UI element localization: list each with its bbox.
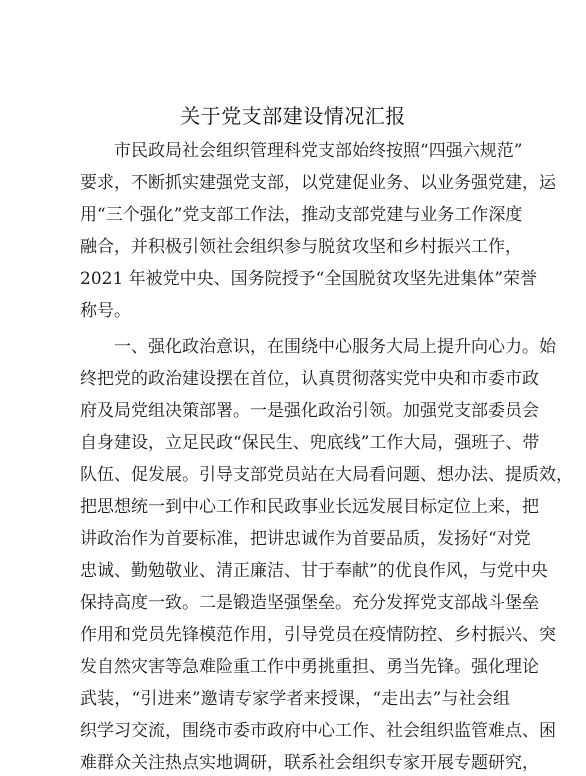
paragraph-2-line-14: 难群众关注热点实地调研，联系社会组织专家开展专题研究，	[80, 753, 539, 773]
paragraph-1-line-2: 要求，不断抓实建强党支部，以党建促业务、以业务强党建，运	[80, 173, 556, 193]
paragraph-2-line-4: 自身建设，立足民政“保民生、兜底线”工作大局，强班子、带	[80, 433, 540, 453]
paragraph-1-line-3: 用“三个强化”党支部工作法，推动支部党建与业务工作深度	[80, 205, 523, 225]
paragraph-2-line-13: 织学习交流，围绕市委市政府中心工作、社会组织监管难点、困	[80, 721, 556, 741]
paragraph-1-line-6: 称号。	[80, 301, 131, 321]
paragraph-2-line-9: 保持高度一致。二是锻造坚强堡垒。充分发挥党支部战斗堡垒	[80, 593, 539, 613]
document-title: 关于党支部建设情况汇报	[180, 104, 406, 128]
paragraph-1-line-4: 融合，并积极引领社会组织参与脱贫攻坚和乡村振兴工作，	[80, 237, 522, 257]
paragraph-1-line-5: 2021 年被党中央、国务院授予“全国脱贫攻坚先进集体”荣誉	[80, 269, 538, 289]
paragraph-2-line-1: 一、强化政治意识，在围绕中心服务大局上提升向心力。始	[114, 337, 556, 357]
paragraph-2-line-11: 发自然灾害等急难险重工作中勇挑重担、勇当先锋。强化理论	[80, 657, 539, 677]
paragraph-2-line-8: 忠诚、勤勉敬业、清正廉洁、甘于奉献”的优良作风，与党中央	[80, 561, 548, 581]
paragraph-2-line-6: 把思想统一到中心工作和民政事业长远发展目标定位上来，把	[80, 497, 539, 517]
paragraph-2-line-5: 队伍、促发展。引导支部党员站在大局看问题、想办法、提质效，	[80, 465, 573, 485]
paragraph-2-line-2: 终把党的政治建设摆在首位，认真贯彻落实党中央和市委市政	[80, 369, 539, 389]
paragraph-1-line-1: 市民政局社会组织管理科党支部始终按照“四强六规范”	[114, 141, 523, 161]
paragraph-2-line-12: 武装，“引进来”邀请专家学者来授课，“走出去”与社会组	[80, 689, 510, 709]
paragraph-2-line-10: 作用和党员先锋模范作用，引导党员在疫情防控、乡村振兴、突	[80, 625, 556, 645]
paragraph-2-line-3: 府及局党组决策部署。一是强化政治引领。加强党支部委员会	[80, 401, 539, 421]
paragraph-2-line-7: 讲政治作为首要标准，把讲忠诚作为首要品质，发扬好“对党	[80, 529, 531, 549]
